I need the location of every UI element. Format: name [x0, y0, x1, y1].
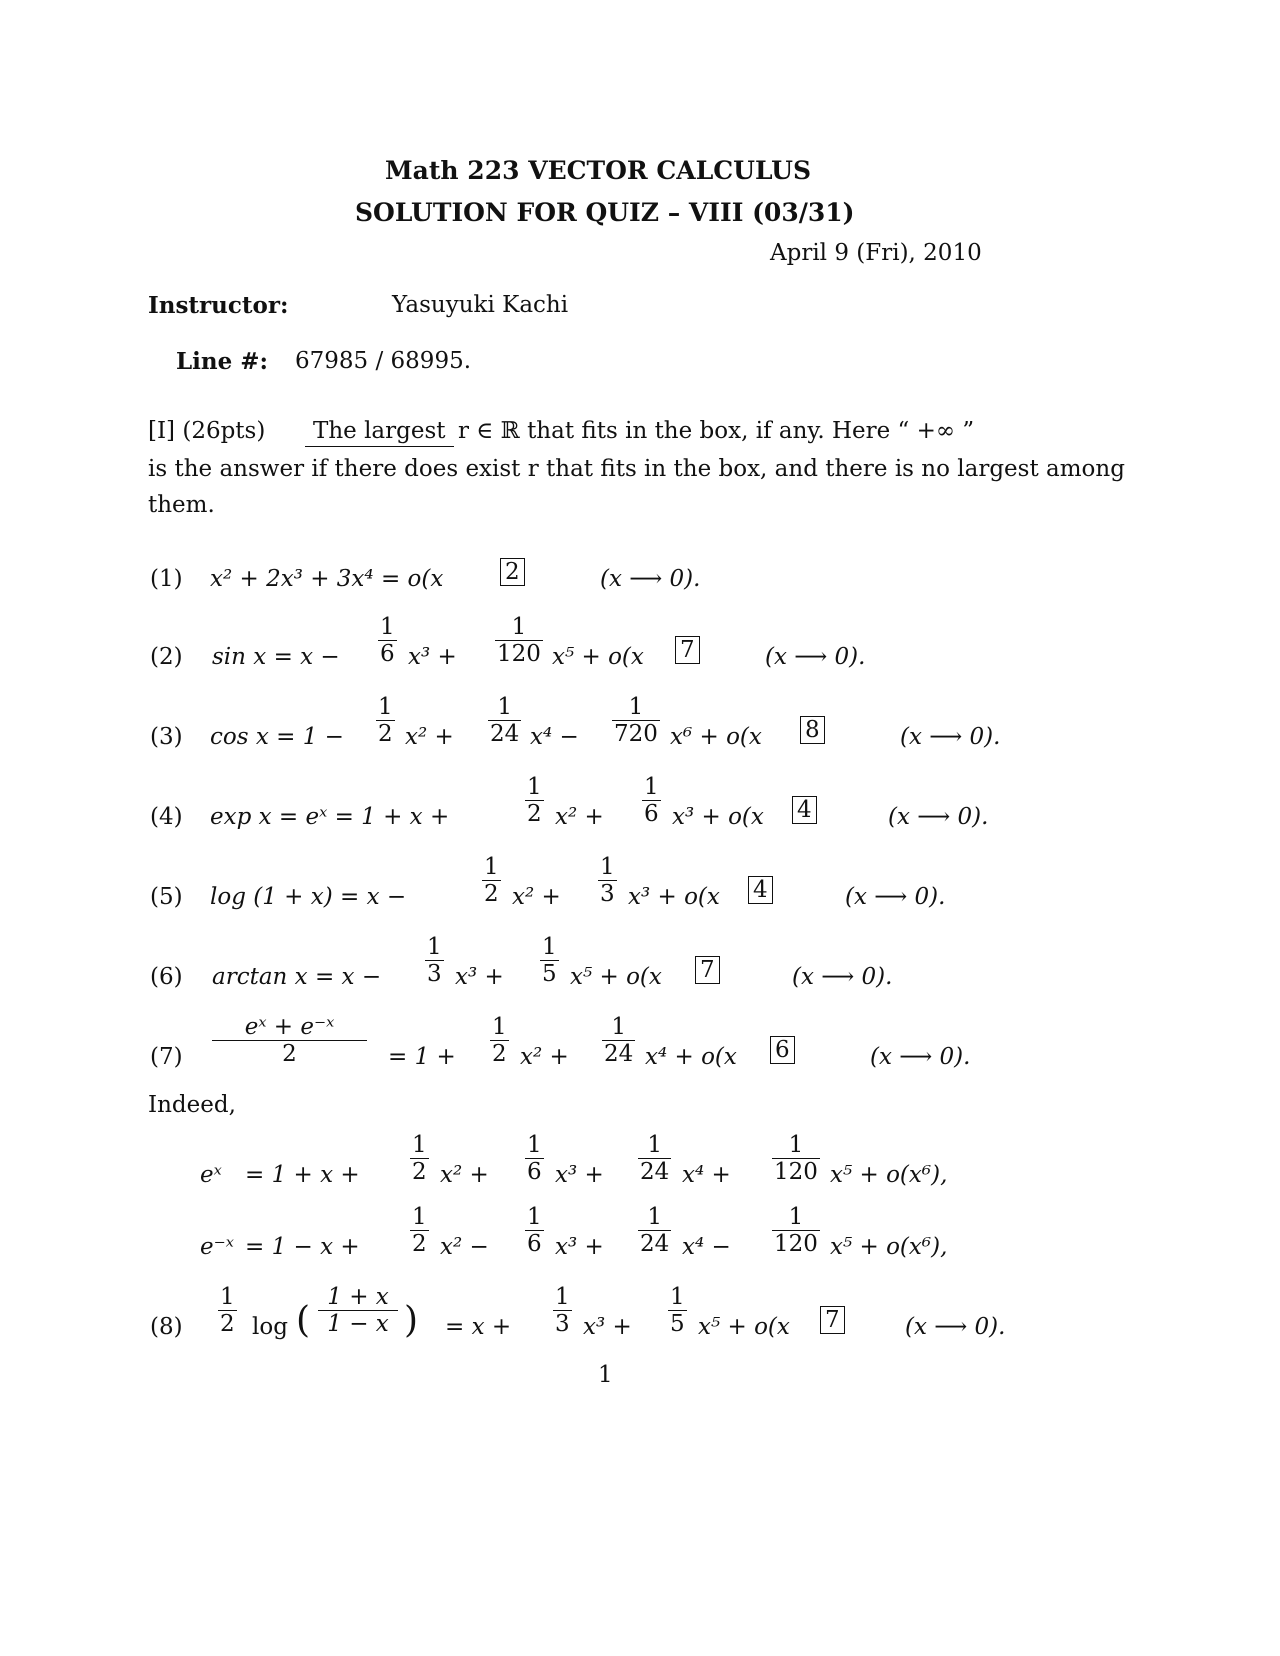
date: April 9 (Fri), 2010: [770, 240, 982, 266]
answer-box: 7: [675, 636, 700, 664]
item-lhs: cos x = 1 −: [210, 724, 344, 750]
paren-close: ): [404, 1300, 419, 1341]
item-tail: (x ⟶ 0).: [845, 884, 946, 910]
item-tail: (x ⟶ 0).: [905, 1314, 1006, 1340]
term: x⁵ + o(x: [570, 964, 662, 990]
quiz-title: SOLUTION FOR QUIZ – VIII (03/31): [355, 198, 855, 227]
item-4: [0, 774, 1280, 848]
item-tail: (x ⟶ 0).: [900, 724, 1001, 750]
item-7: [0, 1014, 1280, 1088]
item-number: (1): [150, 566, 183, 592]
term: x² +: [520, 1044, 569, 1070]
page-number: 1: [598, 1362, 613, 1388]
fraction: 1 120: [774, 1132, 818, 1185]
term: x² +: [405, 724, 454, 750]
fraction: 1 120: [497, 614, 541, 667]
item-tail: (x ⟶ 0).: [765, 644, 866, 670]
answer-box: 7: [820, 1306, 845, 1334]
line-value: 67985 / 68995.: [295, 348, 472, 374]
item-lhs: arctan x = x −: [212, 964, 382, 990]
problem-underlined: The largest: [305, 418, 454, 447]
term: x⁴ +: [682, 1162, 731, 1188]
term: x⁵ + o(x: [552, 644, 644, 670]
fraction: 1 24: [490, 694, 520, 747]
term: x⁵ + o(x⁶),: [830, 1162, 948, 1188]
fraction: 1 24: [604, 1014, 634, 1067]
term: x³ + o(x: [628, 884, 720, 910]
fraction: 1 + x 1 − x: [318, 1284, 398, 1337]
line-label: Line #:: [176, 348, 269, 375]
instructor-label: Instructor:: [148, 292, 289, 319]
item-lhs: = x +: [445, 1314, 512, 1340]
fraction: 1 2: [378, 694, 393, 747]
term: x⁵ + o(x⁶),: [830, 1234, 948, 1260]
item-8: [0, 1284, 1280, 1358]
fraction: 1 3: [555, 1284, 570, 1337]
log-label: log: [252, 1314, 288, 1340]
item-2: [0, 614, 1280, 688]
expansion-exp: [0, 1132, 1280, 1206]
expansion-lhs: eˣ: [200, 1162, 222, 1188]
fraction: 1 6: [527, 1204, 542, 1257]
problem-text-2: is the answer if there does exist r that fits in the box, and there is no largest among: [148, 456, 1125, 482]
item-number: (3): [150, 724, 183, 750]
fraction: 1 6: [527, 1132, 542, 1185]
fraction: 1 2: [220, 1284, 235, 1337]
expansion-lhs: e⁻ˣ: [200, 1234, 234, 1260]
fraction: eˣ + e⁻ˣ 2: [212, 1014, 367, 1067]
item-lhs: exp x = eˣ = 1 + x +: [210, 804, 450, 830]
term: = 1 + x +: [245, 1162, 360, 1188]
term: x² −: [440, 1234, 489, 1260]
term: x³ +: [408, 644, 457, 670]
item-6: [0, 934, 1280, 1008]
term: x³ + o(x: [672, 804, 764, 830]
answer-box: 4: [792, 796, 817, 824]
fraction: 1 120: [774, 1204, 818, 1257]
term: x⁴ −: [682, 1234, 731, 1260]
answer-box: 4: [748, 876, 773, 904]
item-number: (4): [150, 804, 183, 830]
item-number: (5): [150, 884, 183, 910]
fraction: 1 720: [614, 694, 658, 747]
term: x³ +: [555, 1162, 604, 1188]
answer-box: 7: [695, 956, 720, 984]
fraction: 1 24: [640, 1204, 670, 1257]
problem-text-1: r ∈ ℝ that fits in the box, if any. Here “ +∞ ”: [458, 418, 975, 444]
answer-box: 2: [500, 558, 525, 586]
problem-label: [I] (26pts): [148, 418, 266, 444]
fraction: 1 2: [412, 1204, 427, 1257]
item-1: [0, 550, 1280, 610]
expansion-exp-neg: [0, 1204, 1280, 1278]
item-tail: (x ⟶ 0).: [792, 964, 893, 990]
term: x² +: [555, 804, 604, 830]
instructor-name: Yasuyuki Kachi: [392, 292, 569, 318]
term: x³ +: [555, 1234, 604, 1260]
term: x⁴ + o(x: [645, 1044, 737, 1070]
item-lhs: x² + 2x³ + 3x⁴ = o(x: [210, 566, 444, 592]
term: x⁶ + o(x: [670, 724, 762, 750]
item-tail: (x ⟶ 0).: [600, 566, 701, 592]
term: x³ +: [583, 1314, 632, 1340]
item-number: (7): [150, 1044, 183, 1070]
item-5: [0, 854, 1280, 928]
item-lhs: sin x = x −: [212, 644, 340, 670]
term: x³ +: [455, 964, 504, 990]
fraction: 1 5: [670, 1284, 685, 1337]
item-number: (8): [150, 1314, 183, 1340]
indeed-label: Indeed,: [148, 1092, 236, 1118]
term: x⁴ −: [530, 724, 579, 750]
fraction: 1 3: [600, 854, 615, 907]
item-lhs: = 1 +: [388, 1044, 456, 1070]
fraction: 1 2: [484, 854, 499, 907]
answer-box: 6: [770, 1036, 795, 1064]
problem-text-3: them.: [148, 492, 215, 518]
paren-open: (: [296, 1300, 311, 1341]
fraction: 1 5: [542, 934, 557, 987]
item-tail: (x ⟶ 0).: [888, 804, 989, 830]
term: x⁵ + o(x: [698, 1314, 790, 1340]
course-title: Math 223 VECTOR CALCULUS: [385, 156, 812, 185]
item-tail: (x ⟶ 0).: [870, 1044, 971, 1070]
answer-box: 8: [800, 716, 825, 744]
item-3: [0, 694, 1280, 768]
item-lhs: log (1 + x) = x −: [210, 884, 407, 910]
fraction: 1 3: [427, 934, 442, 987]
fraction: 1 6: [380, 614, 395, 667]
item-number: (6): [150, 964, 183, 990]
fraction: 1 2: [492, 1014, 507, 1067]
fraction: 1 6: [644, 774, 659, 827]
fraction: 1 24: [640, 1132, 670, 1185]
fraction: 1 2: [527, 774, 542, 827]
fraction: 1 2: [412, 1132, 427, 1185]
term: x² +: [512, 884, 561, 910]
term: x² +: [440, 1162, 489, 1188]
term: = 1 − x +: [245, 1234, 360, 1260]
item-number: (2): [150, 644, 183, 670]
